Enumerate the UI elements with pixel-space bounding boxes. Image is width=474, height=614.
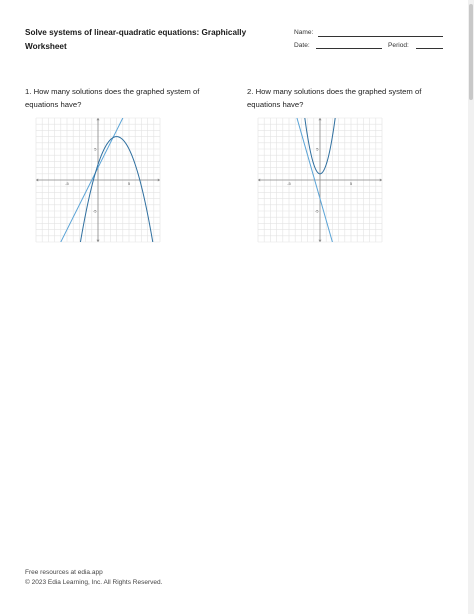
date-field-line[interactable] [316,48,382,49]
scrollbar-thumb[interactable] [469,4,473,100]
y-tick-label-5: 5 [94,146,97,152]
x-axis-arrow-right [380,178,382,181]
y-tick-label-neg5: -5 [92,208,97,214]
question-2 [247,86,452,111]
x-tick-label-neg5: -5 [65,181,69,186]
y-tick-label-5: 5 [316,146,319,152]
footer-resources: Free resources at edia.app [25,569,103,576]
question-2-graph [256,116,384,244]
y-axis-arrow-up [318,118,321,120]
footer-copyright: © 2023 Edia Learning, Inc. All Rights Reserved. [25,579,163,586]
x-axis-arrow-left [258,178,260,181]
question-2-number: 2. [247,87,254,96]
x-tick-label-neg5: -5 [287,181,291,186]
name-field-line[interactable] [318,36,443,37]
name-label: Name: [294,29,314,36]
question-2-text: How many solutions does the graphed system of equations have? [247,87,422,109]
question-1 [25,86,230,111]
period-label: Period: [388,42,409,49]
question-1-number: 1. [25,87,32,96]
vertical-scrollbar[interactable] [468,0,474,614]
x-tick-label-5: 5 [127,181,131,186]
x-axis-arrow-left [36,178,38,181]
x-tick-label-5: 5 [349,181,353,186]
date-label: Date: [294,42,310,49]
question-1-text: How many solutions does the graphed system of equations have? [25,87,200,109]
period-field-line[interactable] [416,48,443,49]
worksheet-title: Solve systems of linear-quadratic equations: Graphically Worksheet [25,28,247,51]
x-axis-arrow-right [158,178,160,181]
y-axis-arrow-down [318,240,321,242]
question-1-graph [34,116,162,244]
y-tick-label-neg5: -5 [314,208,319,214]
y-axis-arrow-up [96,118,99,120]
y-axis-arrow-down [96,240,99,242]
